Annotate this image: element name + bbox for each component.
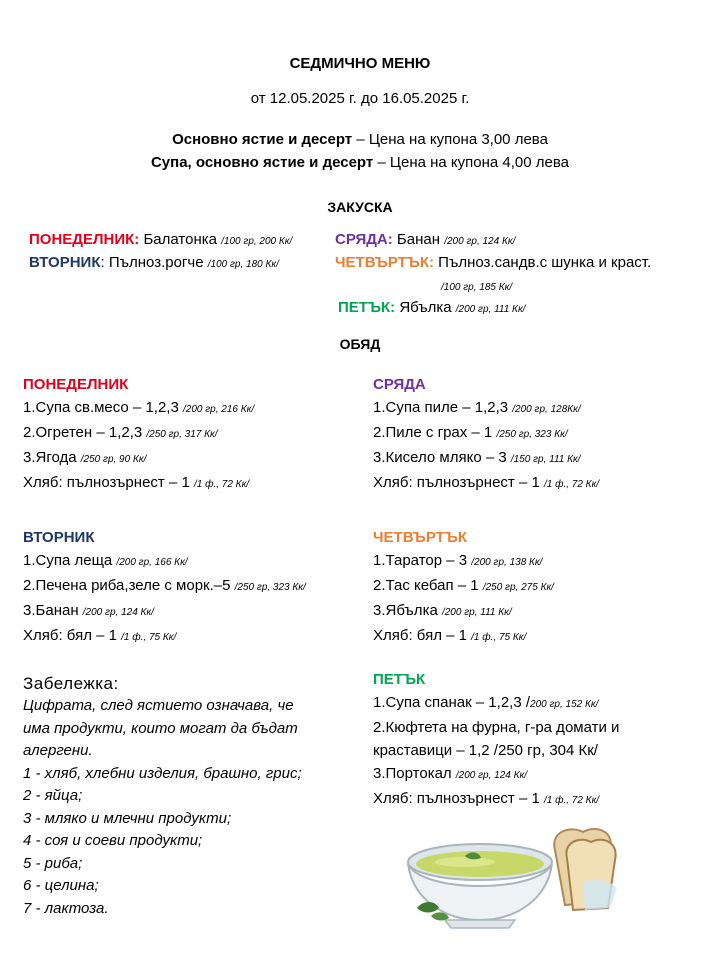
day-label: ПОНЕДЕЛНИК:: [29, 231, 140, 248]
day-heading: ВТОРНИК: [23, 529, 95, 546]
price-label: Основно ястие и десерт: [172, 131, 353, 148]
dish: 2.Пиле с грах – 1: [373, 424, 497, 441]
allergen-item: 7 - лактоза.: [23, 899, 109, 917]
menu-line: [373, 716, 619, 739]
menu-line: [373, 624, 554, 649]
allergen-item: 5 - риба;: [23, 854, 83, 872]
portion-detail: /200 гр, 124 Кк/: [455, 770, 528, 781]
day-heading: ПЕТЪК: [373, 671, 426, 688]
portion-detail: /1 ф., 75 Кк/: [471, 632, 527, 643]
menu-line: [373, 787, 619, 812]
allergen-item: 1 - хляб, хлебни изделия, брашно, грис;: [23, 764, 302, 782]
menu-line: [373, 471, 599, 496]
dish: 1.Супа спанак – 1,2,3 /: [373, 694, 531, 711]
note-heading: Забележка:: [23, 674, 119, 693]
portion-detail: /200 гр, 111 Кк/: [441, 607, 512, 618]
portion-detail: /1 ф., 72 Кк/: [543, 479, 600, 490]
day-heading: ПОНЕДЕЛНИК: [23, 376, 129, 393]
portion-detail: /100 гр, 200 Кк/: [221, 236, 293, 247]
allergen-item: 6 - целина;: [23, 877, 99, 894]
dish: Хляб: пълнозърнест – 1: [373, 474, 544, 491]
menu-line: [373, 421, 599, 446]
price-value: – Цена на купона 3,00 лева: [352, 131, 548, 148]
day-label: ВТОРНИК: [29, 254, 101, 271]
lunch-monday: [23, 373, 254, 496]
price-line-2: [0, 154, 720, 171]
dish: 1.Супа леща: [23, 552, 117, 569]
portion-detail: /100 гр, 180 Кк/: [207, 259, 279, 270]
note-text: има продукти, които могат да бъдат: [23, 719, 298, 737]
portion-detail: /250 гр, 317 Кк/: [146, 429, 218, 440]
portion-detail: /1 ф., 75 Кк/: [121, 632, 177, 643]
day-label: СРЯДА:: [335, 231, 393, 248]
bread-toast-icon: [554, 829, 617, 910]
portion-detail: /200 гр, 124 Кк/: [444, 236, 516, 247]
price-value: – Цена на купона 4,00 лева: [373, 154, 570, 171]
breakfast-tuesday: [29, 251, 279, 276]
portion-detail: /200 гр, 128Кк/: [512, 404, 581, 415]
dish: 2.Тас кебап – 1: [373, 577, 483, 594]
portion-detail: /200 гр, 216 Кк/: [182, 404, 255, 415]
portion-detail: /100 гр, 185 Кк/: [441, 282, 513, 293]
menu-line: [373, 691, 619, 716]
portion-detail: /200 гр, 111 Кк/: [455, 304, 526, 315]
dish: 1.Супа св.месо – 1,2,3: [23, 399, 183, 416]
dish: 3.Ябълка: [373, 602, 442, 619]
dish: краставици – 1,2 /250 гр, 304 Кк/: [373, 742, 598, 759]
portion-detail: /250 гр, 323 Кк/: [234, 582, 306, 593]
portion-detail: /1 ф., 72 Кк/: [543, 795, 600, 806]
menu-line: [23, 446, 254, 471]
menu-line: [23, 574, 306, 599]
portion-detail: /200 гр, 166 Кк/: [116, 557, 188, 568]
lunch-heading: ОБЯД: [339, 336, 381, 352]
portion-detail: /150 гр, 111 Кк/: [510, 454, 581, 465]
menu-line: [373, 396, 599, 421]
dish: Хляб: пълнозърнест – 1: [373, 790, 544, 807]
dish: 2.Огретен – 1,2,3: [23, 424, 147, 441]
breakfast-wednesday: [335, 228, 515, 253]
allergen-item: 3 - мляко и млечни продукти;: [23, 809, 232, 827]
menu-line: [373, 739, 619, 762]
allergen-item: 4 - соя и соеви продукти;: [23, 832, 203, 849]
page-title: СЕДМИЧНО МЕНЮ: [289, 55, 431, 72]
dish: Хляб: бял – 1: [23, 627, 122, 644]
lunch-friday: [373, 668, 619, 812]
allergen-item: 2 - яйца;: [23, 787, 83, 804]
menu-line: [23, 624, 306, 649]
dish: 1.Супа пиле – 1,2,3: [373, 399, 513, 416]
dish: 2.Кюфтета на фурна, г-ра домати и: [373, 719, 620, 736]
portion-detail: /1 ф., 72 Кк/: [193, 479, 250, 490]
menu-line: [373, 446, 599, 471]
lunch-thursday: [373, 526, 554, 649]
portion-detail: /250 гр, 275 Кк/: [482, 582, 554, 593]
menu-line: [373, 574, 554, 599]
day-label: ЧЕТВЪРТЪК:: [335, 254, 435, 271]
note-text: алергени.: [23, 742, 93, 759]
day-label: ПЕТЪК:: [338, 299, 396, 316]
day-heading: ЧЕТВЪРТЪК: [373, 529, 468, 546]
price-label: Супа, основно ястие и десерт: [150, 154, 374, 171]
price-line-1: [0, 131, 720, 148]
dish: 3.Банан: [23, 602, 83, 619]
breakfast-item: Банан: [392, 231, 445, 248]
menu-line: [373, 762, 619, 787]
breakfast-item: Балатонка: [139, 231, 222, 248]
breakfast-item: : Пълноз.рогче: [100, 254, 208, 271]
breakfast-item: Ябълка: [395, 299, 456, 316]
portion-detail: /250 гр, 90 Кк/: [80, 454, 147, 465]
menu-line: [23, 396, 254, 421]
portion-detail: /250 гр, 323 Кк/: [496, 429, 568, 440]
menu-line: [23, 549, 306, 574]
note-text: Цифрата, след ястието означава, че: [23, 697, 294, 714]
portion-detail: 200 гр, 152 Кк/: [530, 699, 599, 710]
breakfast-item: Пълноз.сандв.с шунка и краст.: [434, 254, 652, 271]
dish: 2.Печена риба,зеле с морк.–5: [23, 577, 235, 594]
menu-line: [23, 471, 254, 496]
soup-bread-illustration: [405, 820, 635, 935]
dish: Хляб: бял – 1: [373, 627, 472, 644]
menu-line: [23, 599, 306, 624]
menu-line: [23, 421, 254, 446]
dish: 1.Таратор – 3: [373, 552, 472, 569]
breakfast-monday: [29, 228, 292, 253]
dish: 3.Ягода: [23, 449, 81, 466]
day-heading: СРЯДА: [373, 376, 426, 393]
menu-line: [373, 549, 554, 574]
menu-period: от 12.05.2025 г. до 16.05.2025 г.: [250, 90, 470, 107]
portion-detail: /200 гр, 124 Кк/: [82, 607, 154, 618]
dish: 3.Портокал: [373, 765, 456, 782]
dish: Хляб: пълнозърнест – 1: [23, 474, 194, 491]
menu-line: [373, 599, 554, 624]
breakfast-thursday: [335, 251, 651, 274]
dish: 3.Кисело мляко – 3: [373, 449, 511, 466]
soup-bowl-icon: [408, 844, 552, 928]
breakfast-heading: ЗАКУСКА: [327, 199, 393, 215]
lunch-wednesday: [373, 373, 599, 496]
breakfast-friday: [338, 296, 525, 321]
allergen-note: [23, 673, 302, 920]
lunch-tuesday: [23, 526, 306, 649]
portion-detail: /200 гр, 138 Кк/: [471, 557, 543, 568]
